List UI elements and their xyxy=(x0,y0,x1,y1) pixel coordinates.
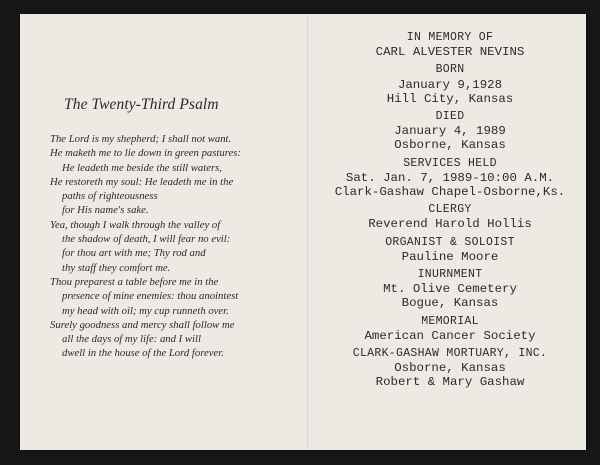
psalm-line: the shadow of death, I will fear no evil: xyxy=(62,233,231,246)
psalm-line: dwell in the house of the Lord forever. xyxy=(62,347,224,360)
section-line: Robert & Mary Gashaw xyxy=(375,375,525,390)
memorial-panel xyxy=(320,31,580,390)
psalm-line: paths of righteousness xyxy=(62,190,158,203)
section-heading: CLERGY xyxy=(428,203,472,217)
section-line: American Cancer Society xyxy=(364,328,536,343)
section-heading: ORGANIST & SOLOIST xyxy=(385,235,515,249)
section-line: Reverend Harold Hollis xyxy=(368,217,532,232)
section-heading: INURNMENT xyxy=(417,268,483,282)
psalm-panel xyxy=(50,96,300,361)
section-line: January 4, 1989 xyxy=(394,124,506,139)
section-line: Clark-Gashaw Chapel-Osborne,Ks. xyxy=(334,185,566,200)
psalm-line: thy staff they comfort me. xyxy=(62,261,171,274)
card-fold-line xyxy=(307,14,308,450)
section-line: January 9,1928 xyxy=(397,77,503,92)
memorial-header-line: IN MEMORY OF xyxy=(406,31,494,44)
section-heading: MEMORIAL xyxy=(421,314,479,328)
section-line: Mt. Olive Cemetery xyxy=(383,282,517,297)
section-heading: CLARK-GASHAW MORTUARY, INC. xyxy=(352,347,548,361)
section-line: Osborne, Kansas xyxy=(394,138,506,153)
psalm-title: The Twenty-Third Psalm xyxy=(64,96,219,113)
section-line: Osborne, Kansas xyxy=(394,361,506,376)
section-line: Pauline Moore xyxy=(401,249,499,264)
psalm-text xyxy=(50,132,300,361)
section-line: Sat. Jan. 7, 1989-10:00 A.M. xyxy=(345,170,555,185)
psalm-line: He leadeth me beside the still waters, xyxy=(62,161,222,174)
psalm-line: He restoreth my soul: He leadeth me in the xyxy=(50,175,234,188)
psalm-line: my head with oil; my cup runneth over. xyxy=(62,304,229,317)
psalm-line: for thou art with me; Thy rod and xyxy=(62,247,206,260)
psalm-line: He maketh me to lie down in green pastures: xyxy=(50,147,241,160)
psalm-line: Yea, though I walk through the valley of xyxy=(50,218,221,231)
psalm-line: all the days of my life: and I will xyxy=(62,333,201,346)
psalm-line: Surely goodness and mercy shall follow me xyxy=(50,318,235,331)
psalm-line: The Lord is my shepherd; I shall not want. xyxy=(50,133,232,145)
psalm-line: presence of mine enemies: thou anointest xyxy=(62,290,239,303)
psalm-line: Thou preparest a table before me in the xyxy=(50,275,219,288)
psalm-line: for His name's sake. xyxy=(62,204,149,217)
section-line: Hill City, Kansas xyxy=(386,91,514,106)
section-heading: BORN xyxy=(435,63,465,77)
section-heading: SERVICES HELD xyxy=(403,156,497,170)
section-heading: DIED xyxy=(435,110,465,124)
section-line: Bogue, Kansas xyxy=(401,296,499,311)
deceased-name: CARL ALVESTER NEVINS xyxy=(375,45,525,60)
memorial-card xyxy=(20,14,586,450)
